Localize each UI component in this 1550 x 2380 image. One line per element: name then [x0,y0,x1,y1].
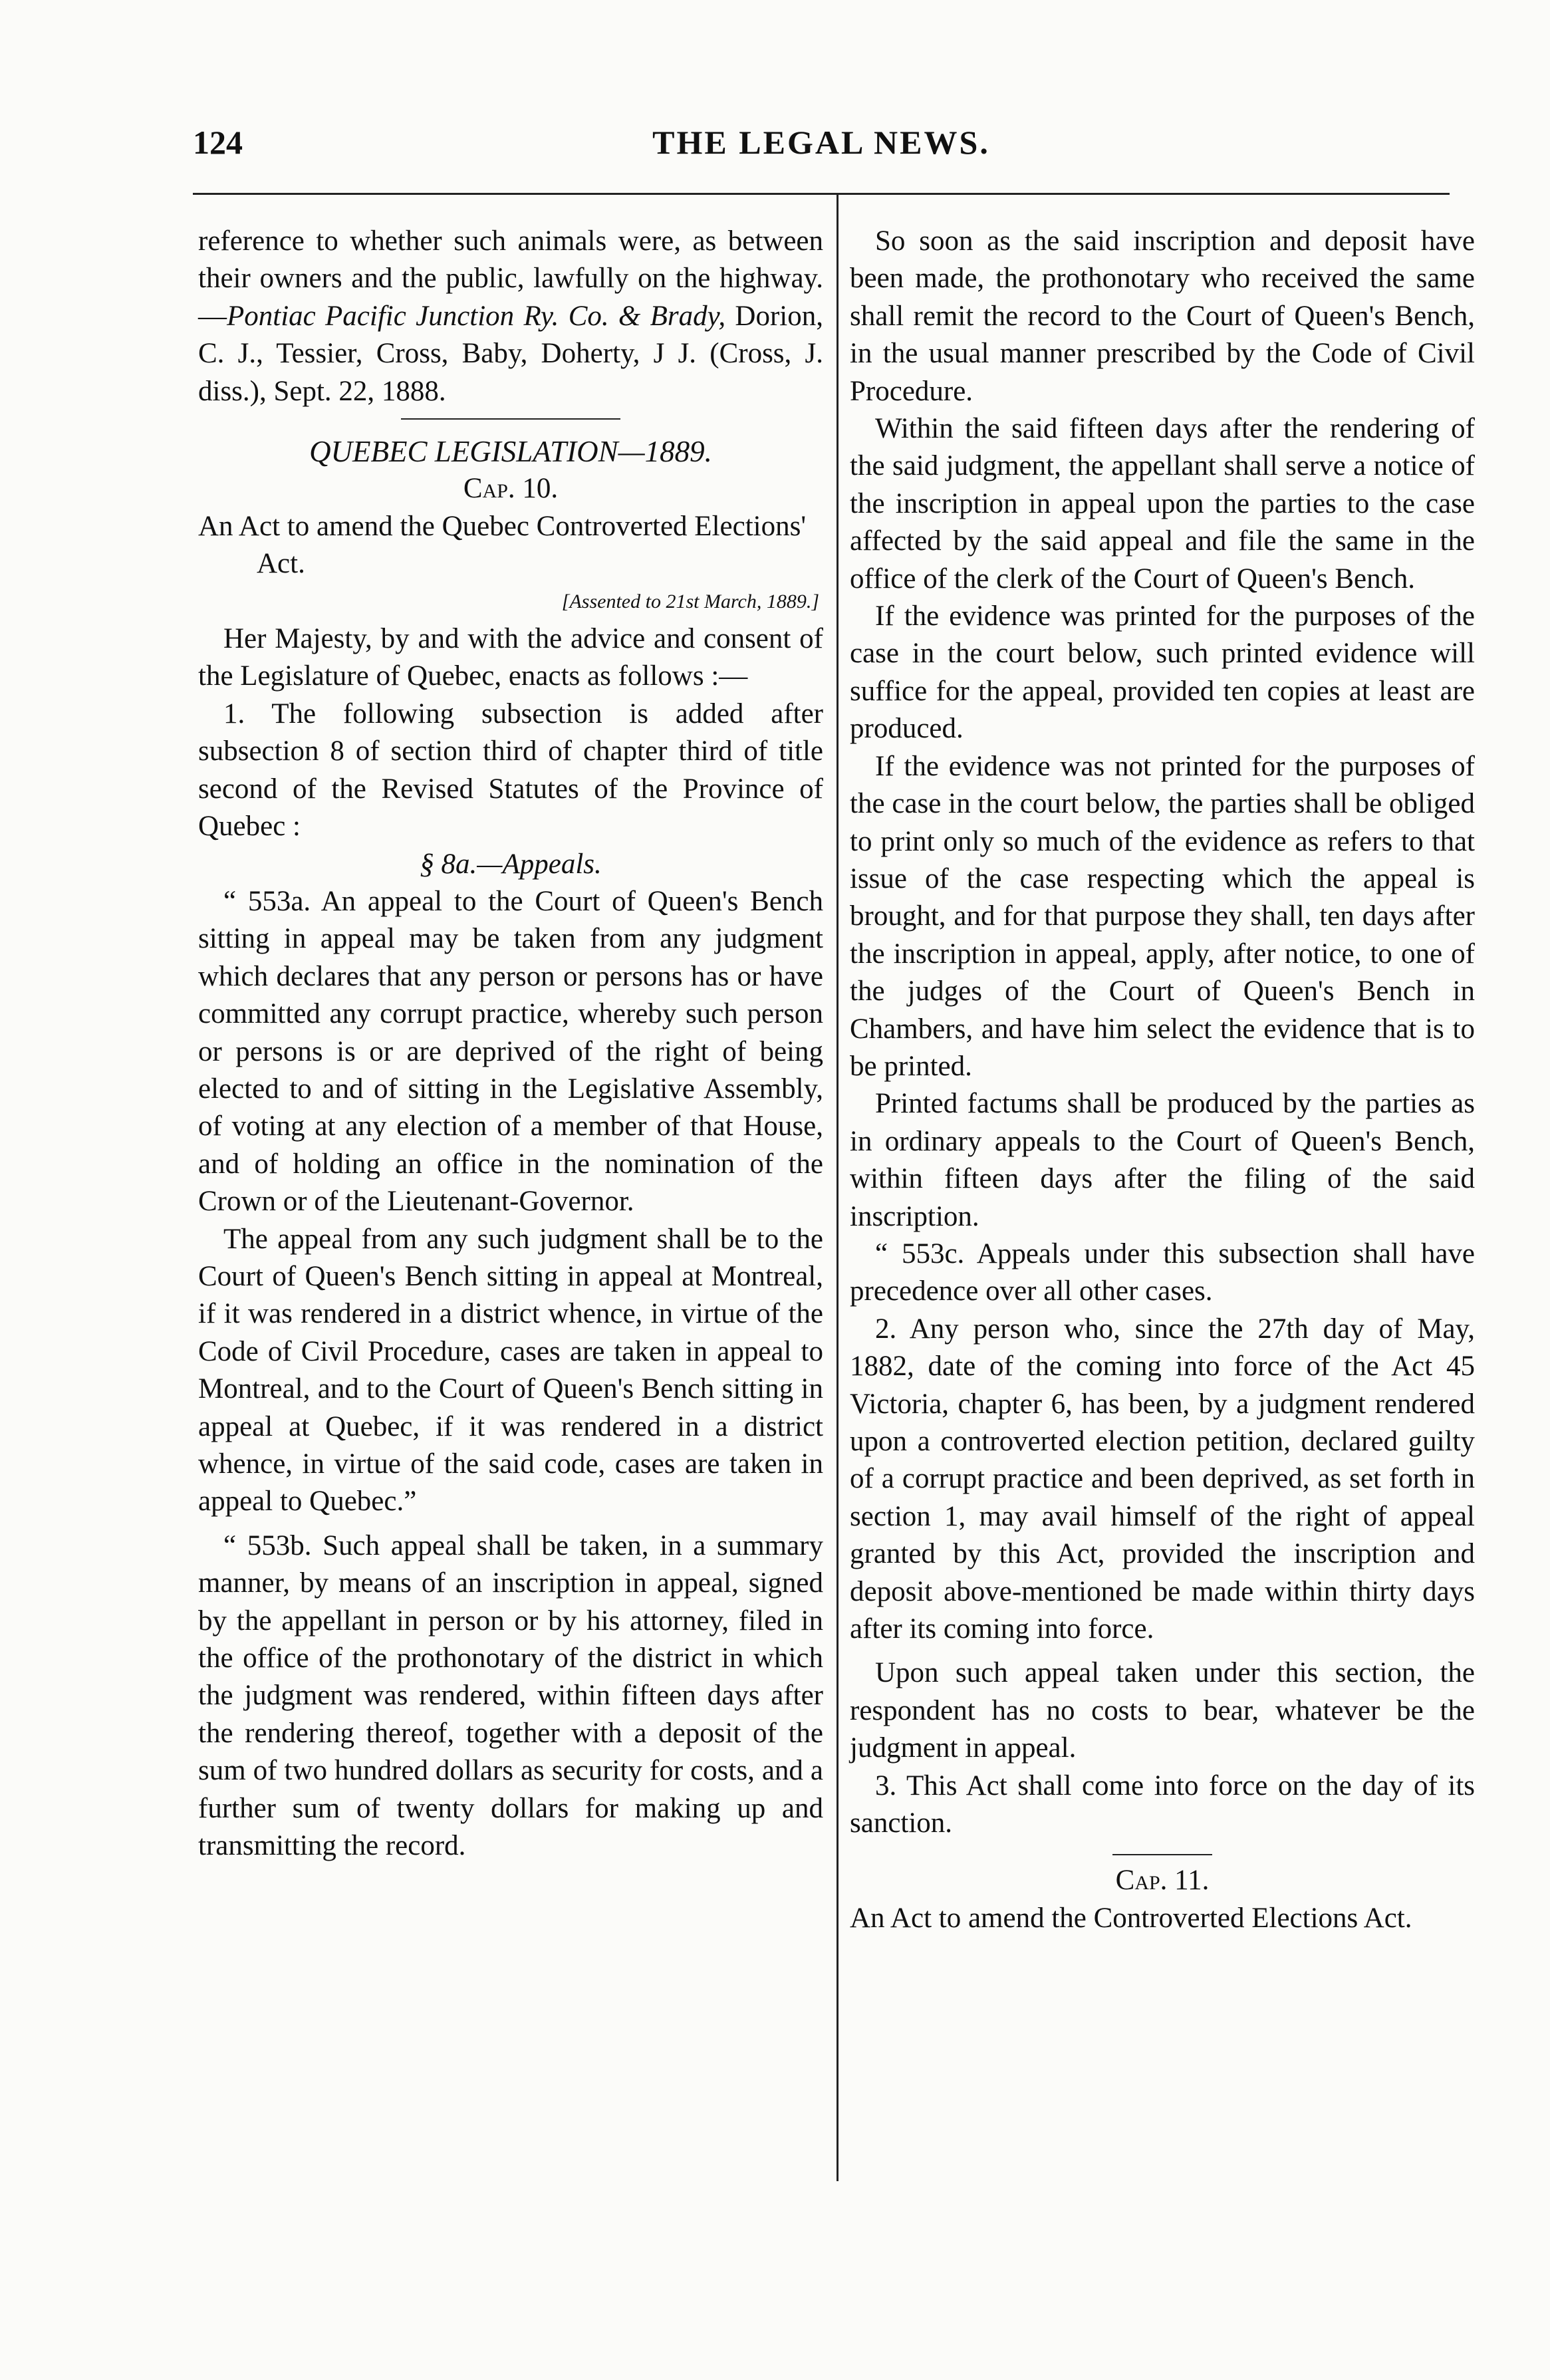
chapter-rule [1112,1854,1212,1855]
act-title-2: An Act to amend the Controverted Elections Act. [850,1902,1412,1934]
left-column [198,223,823,1865]
appeal-venue: The appeal from any such judgment shall be to the Court of Queen's Bench sitting in appeal at Montreal, if it was rendered in a district whence, in virtue of the Code of Civil Procedure, cases are taken in appeal to Montreal, and to the Court of Queen's Bench sitting in appeal at Quebec, if it was rendered in a district whence, in virtue of the said code, cases are taken in appeal to Quebec.” [198,1223,823,1518]
section-title: QUEBEC LEGISLATION—1889. [309,435,712,469]
paragraph-costs: Upon such appeal taken under this section, the respondent has no costs to bear, whatever be the judgment in appeal. [850,1657,1475,1764]
right-column [850,223,1475,1937]
article-553a: “ 553a. An appeal to the Court of Queen's Bench sitting in appeal may be taken from any judgment which declares that any person or persons has or have committed any corrupt practice, whereby such person or persons is or are deprived of the right of being elected to and of sitting in the Legislative Assembly, of voting at any election of a member of that House, and of holding an office in the nomination of the Crown or of the Lieutenant-Governor. [198,885,823,1218]
section-2: 2. Any person who, since the 27th day of May, 1882, date of the coming into force of the Act 45 Victoria, chapter 6, has been, by a judgment rendered upon a controverted election petition, declared guilty of a corrupt practice and been deprived, as set forth in section 1, may avail himself of the right of appeal granted by this Act, provided the inscription and deposit above-mentioned be made within thirty days after its coming into force. [850,1313,1475,1645]
chapter-heading-2: Cap. 11. [1115,1865,1210,1897]
article-553c: “ 553c. Appeals under this subsection shall have precedence over all other cases. [850,1238,1475,1307]
running-title: THE LEGAL NEWS. [652,124,990,161]
column-divider [837,193,839,2181]
header-rule [193,193,1450,195]
page-number: 124 [193,124,243,161]
case-judges: Dorion, C. J., Tessier, Cross, Baby, Doherty, J J. (Cross, J. diss.), Sept. 22, 1888. [198,300,823,407]
chapter-heading: Cap. 10. [463,473,559,505]
section-3: 3. This Act shall come into force on the day of its sanction. [850,1770,1475,1839]
paragraph-factums: Printed factums shall be produced by the parties as in ordinary appeals to the Court of Queen's Bench, within fifteen days after the filing of the said inscription. [850,1088,1475,1232]
act-title: An Act to amend the Quebec Controverted Elections' Act. [198,510,807,580]
paragraph-unprinted-evidence: If the evidence was not printed for the purposes of the case in the court below, the parties shall be obliged to print only so much of the evidence as refers to that issue of the case respecting which the appeal is brought, and for that purpose they shall, ten days after the inscription in appeal, apply, after notice, to one of the judges of the Court of Queen's Bench in Chambers, and have him select the evidence that is to be printed. [850,750,1475,1082]
subsection-heading: § 8a.—Appeals. [420,848,602,880]
assent-date: [Assented to 21st March, 1889.] [561,590,819,612]
paragraph-record-remittal: So soon as the said inscription and deposit have been made, the prothonotary who received the same shall remit the record to the Court of Queen's Bench, in the usual manner prescribed by the Code of Civil Procedure. [850,225,1475,407]
section-rule [401,418,620,420]
case-note-text: reference to whether such animals were, as between their owners and the public, lawfully on the highway.— [198,225,823,332]
case-note [198,223,823,410]
paragraph-printed-evidence: If the evidence was printed for the purposes of the case in the court below, such printed evidence will suffice for the appeal, provided ten copies at least are produced. [850,600,1475,745]
page-header [193,123,1450,163]
section-1: 1. The following subsection is added after subsection 8 of section third of chapter third of title second of the Revised Statutes of the Province of Quebec : [198,698,823,843]
enactment-clause: Her Majesty, by and with the advice and consent of the Legislature of Quebec, enacts as follows :— [198,623,823,692]
paragraph-notice: Within the said fifteen days after the rendering of the said judgment, the appellant shall serve a notice of the inscription in appeal upon the parties to the case affected by the said appeal and file the same in the office of the clerk of the Court of Queen's Bench. [850,413,1475,595]
article-553b: “ 553b. Such appeal shall be taken, in a summary manner, by means of an inscription in appeal, signed by the appellant in person or by his attorney, filed in the office of the prothonotary of the district in which the judgment was rendered, within fifteen days after the rendering thereof, together with a deposit of the sum of two hundred dollars as security for costs, and a further sum of twenty dollars for making up and transmitting the record. [198,1529,823,1862]
case-citation: Pontiac Pacific Junction Ry. Co. & Brady, [227,300,726,332]
